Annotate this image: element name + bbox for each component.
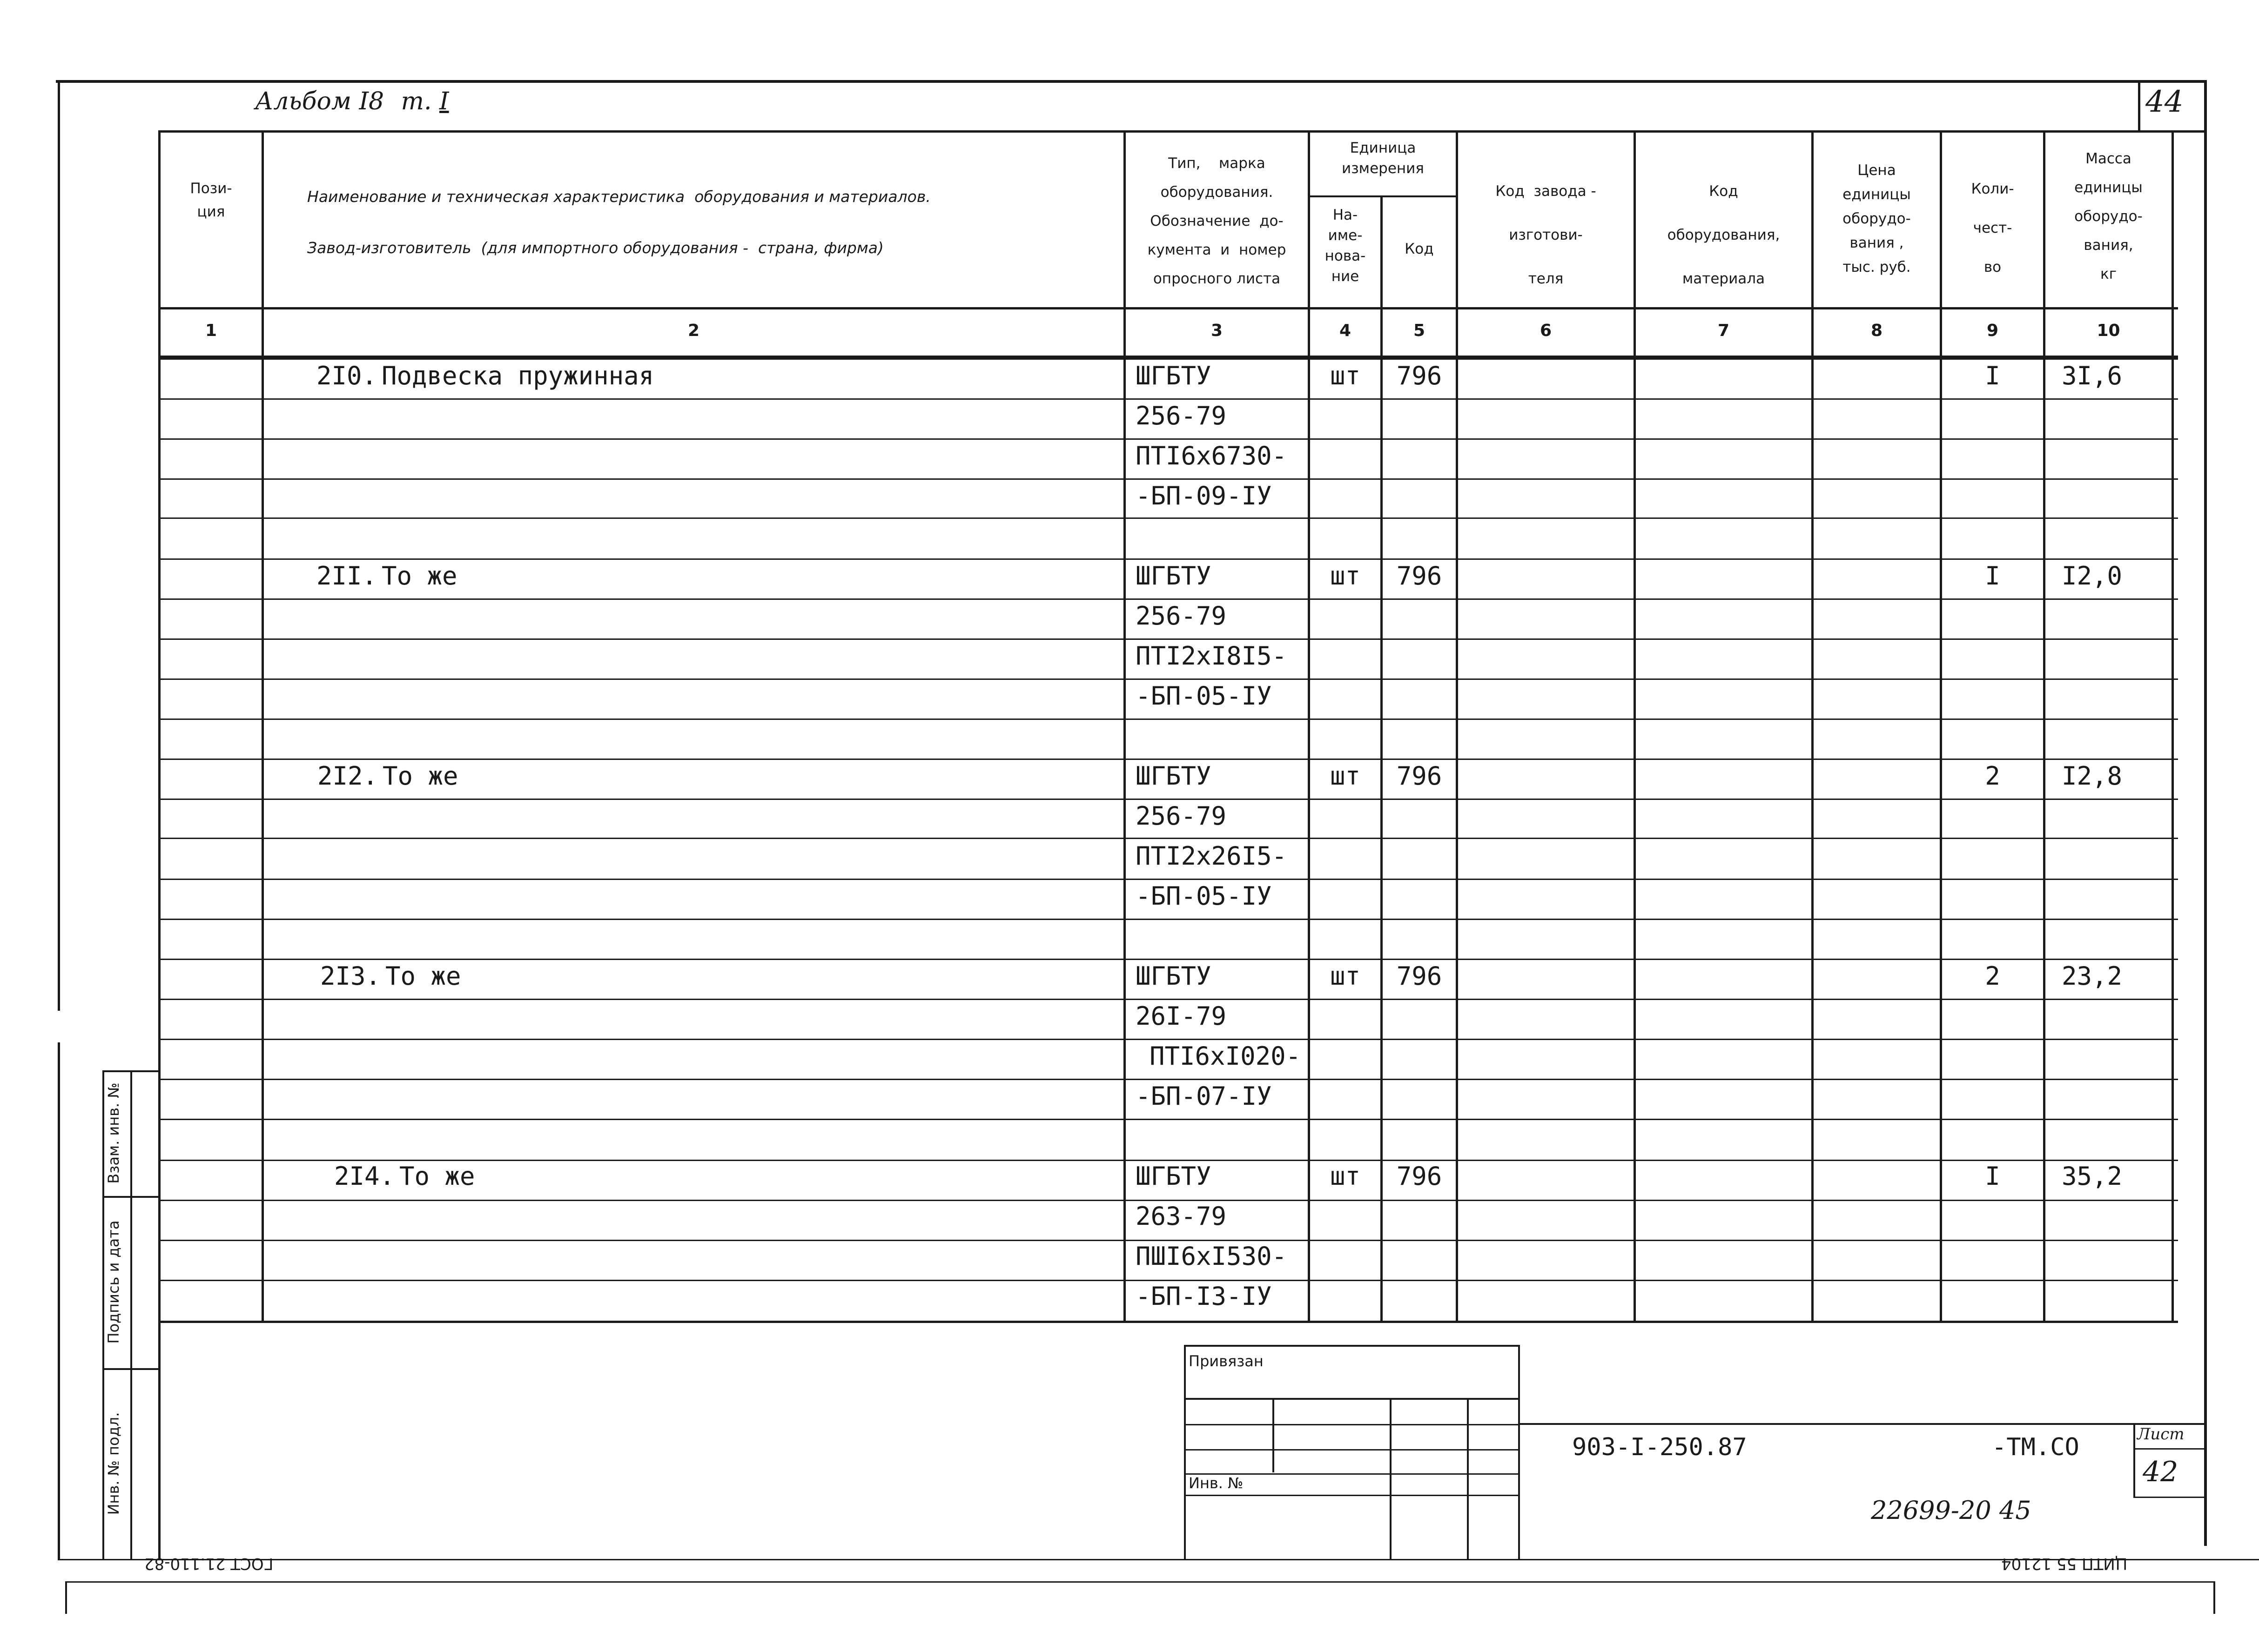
stamp-privyazan-left <box>1184 1345 1186 1559</box>
row-type-line: -БП-07-IУ <box>1136 1081 1272 1111</box>
sheet-box-bottom <box>2133 1497 2206 1498</box>
corner-box-left <box>2138 80 2140 131</box>
row-unit: шт <box>1330 1162 1361 1191</box>
row-type-line: ПТI2х26I5- <box>1136 841 1287 871</box>
table-row-line <box>158 678 2178 680</box>
col-number-2: 2 <box>687 321 700 340</box>
album-part-number: I <box>439 87 449 115</box>
row-type-line: 256-79 <box>1136 601 1227 631</box>
row-quantity: I <box>1985 1162 2000 1191</box>
row-name: То же <box>385 961 461 991</box>
gost-mark: ГОСТ 21.110-82 <box>144 1554 274 1573</box>
header-col-7: Код оборудования, материала <box>1667 183 1780 287</box>
side-strip-div-2 <box>102 1368 158 1370</box>
table-row-line <box>158 1039 2178 1040</box>
unit-group-divider <box>1308 195 1458 197</box>
table-row-line <box>158 1119 2178 1120</box>
col-number-4: 4 <box>1339 321 1351 340</box>
table-row-line <box>158 558 2178 560</box>
table-row-line <box>158 799 2178 800</box>
citp-mark: ЦИТП 55 12104 <box>2001 1554 2128 1573</box>
stamp-title-top <box>1518 1423 2206 1425</box>
header-bottom-line <box>158 307 2178 309</box>
row-type-line: ПТI2хI8I5- <box>1136 641 1287 671</box>
col-number-8: 8 <box>1870 321 1883 340</box>
table-row-line <box>158 478 2178 480</box>
table-row-line <box>158 919 2178 920</box>
row-type-line: 256-79 <box>1136 401 1227 430</box>
table-row-line <box>158 638 2178 640</box>
frame-left-line <box>58 80 60 1011</box>
header-col-5: Код <box>1405 241 1434 257</box>
col-2-right-line <box>1123 130 1126 1322</box>
col-5-right-line <box>1456 130 1458 1322</box>
col-number-1: 1 <box>205 321 217 340</box>
row-position: 2II. <box>316 561 377 591</box>
header-col-6: Код завода - изготови- теля <box>1495 183 1596 287</box>
col-number-3: 3 <box>1210 321 1223 340</box>
row-mass: 35,2 <box>2062 1162 2123 1191</box>
table-row-line <box>158 999 2178 1000</box>
stamp-privyazan-right <box>1518 1345 1520 1559</box>
row-position: 2I2. <box>317 761 378 791</box>
side-label-inv-podl: Инв. № подл. <box>105 1412 122 1515</box>
row-type-line: ПТI6хI020- <box>1150 1041 1301 1071</box>
stamp-col-1 <box>1272 1398 1274 1472</box>
row-unit: шт <box>1330 361 1361 390</box>
stamp-doc-suffix: -ТМ.СО <box>1992 1433 2079 1461</box>
album-part: т. <box>401 87 432 115</box>
frame-left-line-lower <box>58 1042 60 1559</box>
stamp-privyazan-top <box>1184 1345 1519 1347</box>
row-name: То же <box>382 561 457 591</box>
sheet-number: 42 <box>2143 1456 2178 1488</box>
sheet-box-left <box>2133 1423 2135 1498</box>
row-position: 2I4. <box>334 1162 395 1191</box>
frame-top-line <box>56 80 2206 83</box>
header-col-3: Тип, марка оборудования. Обозначение до- кумента и номер опросного листа <box>1147 155 1286 287</box>
header-unit-group: Единица измерения <box>1342 140 1424 177</box>
stamp-row-5 <box>1184 1495 1519 1496</box>
row-type-line: 263-79 <box>1136 1202 1227 1231</box>
sheet-label: Лист <box>2137 1425 2185 1444</box>
stamp-row-2 <box>1184 1424 1519 1425</box>
row-unit-code: 796 <box>1396 1162 1442 1191</box>
table-row-line <box>158 1079 2178 1080</box>
side-strip-mid <box>130 1070 132 1559</box>
frame-right-line <box>2204 80 2207 1546</box>
table-top-line <box>158 130 2206 133</box>
stamp-privyazan-label: Привязан <box>1189 1352 1264 1370</box>
col-number-6: 6 <box>1540 321 1552 340</box>
table-row-line <box>158 959 2178 960</box>
col-10-right-line <box>2172 130 2174 1322</box>
row-quantity: I <box>1985 561 2000 591</box>
table-row-line <box>158 438 2178 440</box>
table-row-line <box>158 879 2178 880</box>
row-position: 2I0. <box>316 361 377 390</box>
row-unit: шт <box>1330 761 1361 791</box>
table-row-line <box>158 398 2178 400</box>
stamp-doc-code: 903-I-250.87 <box>1572 1433 1747 1461</box>
row-type-line: ШГБТУ <box>1136 361 1211 390</box>
header-col-9: Коли- чест- во <box>1971 181 2014 275</box>
album-name: Альбом I8 <box>255 87 384 115</box>
row-type-line: -БП-05-IУ <box>1136 681 1272 711</box>
row-mass: 23,2 <box>2062 961 2123 991</box>
corner-page-number: 44 <box>2145 85 2184 119</box>
table-body-bottom-line <box>158 1321 2178 1323</box>
row-position: 2I3. <box>320 961 381 991</box>
row-name: То же <box>383 761 458 791</box>
col-7-right-line <box>1811 130 1814 1322</box>
stamp-col-3 <box>1467 1398 1469 1559</box>
archive-number: 22699-20 45 <box>1871 1496 2031 1525</box>
stamp-col-2 <box>1390 1398 1392 1559</box>
table-row-line <box>158 1200 2178 1201</box>
col-number-9: 9 <box>1986 321 1999 340</box>
row-mass: 3I,6 <box>2062 361 2123 390</box>
frame-bottom-right-tick <box>2213 1581 2215 1614</box>
row-unit: шт <box>1330 561 1361 591</box>
header-col-1: Пози- ция <box>190 180 232 220</box>
table-left-line <box>158 130 161 1559</box>
table-row-line <box>158 838 2178 839</box>
frame-bottom-line <box>58 1559 2259 1560</box>
row-type-line: -БП-I3-IУ <box>1136 1282 1272 1311</box>
sheet-box-div <box>2133 1448 2206 1450</box>
row-quantity: 2 <box>1985 761 2000 791</box>
stamp-inv-label: Инв. № <box>1189 1474 1244 1492</box>
row-type-line: ПШI6хI530- <box>1136 1242 1287 1271</box>
row-type-line: ШГБТУ <box>1136 1162 1211 1191</box>
side-strip-div-1 <box>102 1196 158 1198</box>
row-type-line: ПТI6х6730- <box>1136 441 1287 470</box>
row-quantity: I <box>1985 361 2000 390</box>
col-number-7: 7 <box>1717 321 1730 340</box>
row-unit-code: 796 <box>1396 761 1442 791</box>
row-name: Подвеска пружинная <box>382 361 654 390</box>
row-type-line: ШГБТУ <box>1136 761 1211 791</box>
frame-bottom-left-tick <box>65 1581 67 1614</box>
side-label-vzam: Взам. инв. № <box>105 1082 122 1184</box>
row-unit-code: 796 <box>1396 361 1442 390</box>
table-row-line <box>158 1280 2178 1281</box>
side-label-podpis: Подпись и дата <box>105 1220 122 1344</box>
row-mass: I2,0 <box>2062 561 2123 591</box>
side-strip-top <box>102 1070 158 1072</box>
row-unit-code: 796 <box>1396 561 1442 591</box>
row-type-line: -БП-09-IУ <box>1136 481 1272 510</box>
table-row-line <box>158 358 2178 360</box>
row-type-line: ШГБТУ <box>1136 561 1211 591</box>
table-row-line <box>158 1160 2178 1161</box>
table-row-line <box>158 719 2178 720</box>
row-name: То же <box>399 1162 475 1191</box>
col-8-right-line <box>1940 130 1942 1322</box>
header-col-10: Масса единицы оборудо- вания, кг <box>2074 150 2143 282</box>
header-col-8: Цена единицы оборудо- вания , тыс. руб. <box>1842 162 1911 275</box>
col-number-5: 5 <box>1413 321 1425 340</box>
header-col-4: На- име- нова- ние <box>1324 207 1366 285</box>
row-unit: шт <box>1330 961 1361 991</box>
col-number-10: 10 <box>2097 321 2120 340</box>
table-row-line <box>158 517 2178 519</box>
table-row-line <box>158 598 2178 600</box>
row-type-line: 26I-79 <box>1136 1001 1227 1031</box>
album-label <box>255 87 449 115</box>
table-row-line <box>158 1240 2178 1241</box>
stamp-row-1 <box>1184 1398 1519 1400</box>
col-9-right-line <box>2043 130 2045 1322</box>
row-unit-code: 796 <box>1396 961 1442 991</box>
header-col-2: Наименование и техническая характеристика оборудования и материалов. Завод-изготовитель (для импортного оборудования - страна, фирма) <box>307 188 931 257</box>
frame-bottom-outer-line <box>65 1581 2215 1583</box>
side-strip-left <box>102 1070 104 1559</box>
stamp-row-3 <box>1184 1449 1519 1451</box>
col-1-right-line <box>262 130 264 1322</box>
table-row-line <box>158 759 2178 760</box>
col-6-right-line <box>1634 130 1636 1322</box>
col-3-right-line <box>1308 130 1310 1322</box>
row-quantity: 2 <box>1985 961 2000 991</box>
row-type-line: ШГБТУ <box>1136 961 1211 991</box>
row-type-line: -БП-05-IУ <box>1136 881 1272 911</box>
row-type-line: 256-79 <box>1136 801 1227 831</box>
row-mass: I2,8 <box>2062 761 2123 791</box>
